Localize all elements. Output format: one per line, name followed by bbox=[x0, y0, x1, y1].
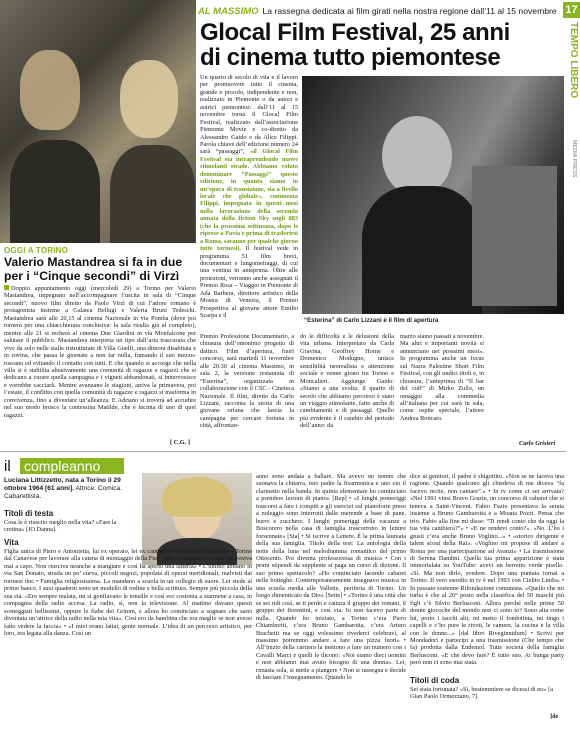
birthday-intro-rest: Attrice. Comica. Cabarettista. bbox=[4, 485, 123, 500]
headline-line-1: Glocal Film Festival, 25 anni bbox=[200, 19, 510, 46]
birthday-col-3: dice ai genitori, il padre è sbigottito. «Non se ne faceva una ragione. Quando qualcuno gli chiedeva di me diceva “fa facevo recite, non cantare”.» • In tv come ci sei arrivata? «Nel 1991 vinsi Bravo Grazie, un concorso di cabaret che si teneva a Saint-Vincent. Fabio Fazio presentava la serata insieme a Bruno Gambarotta e a Moana Pozzi. Pensa che trio. Fabio alla fine mi disse: “Ti rendi conto che da oggi la tua vita cambierà?”» • «E ne rendevi conto?». «No. L’ho i giusti c’era anche Bruno Voglino...» • «storico dirigente e talent scout della Rai». «Voglino mi propose di andare a Roma per una partecipazione ad Avanzi» • La trasmissione di Serena Dandini. Quella tua prima apparizione è stata immortalata su YouTube: avevi un berretto verde pisello. «Sì. Ma non dirlo, svedere. Dopo una puntata tornai a Torino. Il vero esordio in tv è nel 1993 con Cielito Lindo» • In passato sostenne Rifondazione comunista. «Quello che mi turba è che al 20° posto nella classifica del 50 maschi più figli c’è Silvio Berlusconi. Allora perché nelle prime 50 donne giocoche del mondo non ci sono io? Sono alta come lui, porto i tacchi alti, mi metto il fondotinta, mi tingo i capelli e c’ho pure le rivoti, le camere, la cucina e la villa con le donne...» [dal libro Riveginnidum] • Scrivi per Mondadori e partecipi a una trasmissione (Che tempo che fa) prodotta dalla Endemol. Tutte società della famiglia Berlusconi. «E che devo fare? È tutto suo. Ai bunga party però non ci sono mai stata. bbox=[410, 473, 564, 667]
top-strapline bbox=[198, 4, 560, 18]
mastandrea-photo bbox=[0, 0, 196, 243]
photo-caption: “Esterina” di Carlo Lizzani è il film di apertura bbox=[304, 317, 439, 324]
esterina-photo bbox=[302, 76, 564, 314]
side-credit bbox=[566, 140, 580, 190]
headline-line-2: di cinema tutto piemontese bbox=[200, 44, 501, 71]
side-credit-label: MEDIA PRESS bbox=[571, 140, 577, 178]
birthday-section-prefix: il bbox=[4, 458, 11, 475]
main-story-signature: Carlo Grisieri bbox=[519, 440, 556, 447]
strapline-kicker: AL MASSIMO bbox=[198, 6, 259, 17]
birthday-signature: ]de bbox=[550, 713, 559, 720]
section-tab bbox=[566, 22, 580, 132]
coda-body: Sei stata fortunata? «Sì, bestemmiere se dicessi di no» [a Gian Paolo Ormezzano, 7]. bbox=[410, 686, 554, 701]
main-story-col-c: do le difficoltà e le delusioni della vita urbana. Interpretato da Carla Gravina, Geoffrey Horne e Domenico Modugno, unisce sensibilità neorealista e attenzione sociale e venne girato tra Torino e Moncalieri. Aggiunge Gaido: «Siamo a una svolta: il quarto di secolo che abbiamo percorso è stato un viaggio stimolante, fatto anche di cambiamenti e di passaggi. Quello più evidente è il cambio del periodo dell’anno: da bbox=[300, 333, 394, 430]
birthday-intro bbox=[4, 477, 138, 501]
titoli-body: Cosa le è riuscito meglio nella vita? «Fare la cretina» [JO Danna]. bbox=[4, 519, 117, 534]
section-divider bbox=[0, 451, 566, 452]
main-story-col-a bbox=[200, 74, 298, 329]
main-headline bbox=[200, 20, 562, 70]
side-story-kicker: OGGI A TORINO bbox=[4, 246, 69, 255]
strapline-text: La rassegna dedicata ai film girati nella nostra regione dall’11 al 15 novembre bbox=[262, 6, 557, 16]
main-story-col-d: marzo siamo passati a novembre. Ma altri e importanti novità si annunciano nei prossimi mesi». In programma anche un focus sul Nazra Palestine Short Film Festival, con gli undici titoli e, in chiusura, l’anteprima di “Il bar del cuff” di Mirko Zullo, un omaggio alla commedia all’italiana per cui sarà in sala, come ospite speciale, l’attore Andrea Roncato. bbox=[400, 333, 484, 422]
col-a-tail: Il festival vede in programma 51 film brevi, documentari e lungometraggi, di cui una ventina in anteprima. Oltre alle proiezioni, verranno anche assegnati il Premio Rosa – Viaggio in Piemonte di Ada Barbera, direttore artistico della Mostra di Venezia, il Premio Prospettiva al giovane attore Emilio Scarpa e il bbox=[200, 245, 298, 319]
vita-heading: Vita bbox=[4, 538, 19, 547]
titoli-heading: Titoli di testa bbox=[4, 509, 54, 518]
side-story-signature: [ C.G. ] bbox=[170, 439, 190, 446]
main-story-col-e bbox=[488, 333, 564, 445]
col-a-highlight: «il Glocal Film Festival sta intraprendendo nuove stimolanti strade. Abbiamo voluto denominare “Passaggi” questo edizione, in quanto siamo in un’epoca di transizione, sia a livello locale che globale», commenta Filippi, impegnata in questi mesi nella lavorazione della seconda annata della fiction Sky sugli 883 (che la prossima settimana, dopo le riprese a Pavia e prima di trasferirsi a Roma, saranno per qualche giorno tutte torinesi). bbox=[200, 148, 298, 253]
birthday-intro-bold: Luciana Littizzetto, nata a Torino il 29 ottobre 1964 [61 anni]. bbox=[4, 477, 121, 492]
side-story-body bbox=[4, 285, 196, 437]
side-story-text: Doppio appuntamento oggi (mercoledì 29) a Torino per Valerio Mastandrea, impegnato nell’accompagnare l’uscita in sala di “Cinque secondi”, nuovo film diretto da Paolo Virzì di cui l’attore romano è protagonista insieme a Galatea Bellugi e Valeria Bruni Tedeschi. Mastandrea sarà alle 20,15 al cinema Nazionale in via Pomba (dove poi tornerà per una chiacchierata conclusiva: la sala risulta già al completo), mentre alle 21 si recherà al cinema Due Giardini in via Monfalcone per salutare il pubblico. Mastandrea interpreta un tipo dall’aria trascurata che vive da solo nelle stalle ristrutturate di Villa Guelfi, una dimora disabitata e in rovina, che passa le giornate a non far nulla, fumando il suo mezzo-toscano ed evitando il contatto con tutti. E che quando si accorge che nella villa si è stabilita abusivamente una comunità di ragazze e ragazzi che si dedicano a curare quella campagna e i vigneti abbandonati, si innervosisce e vorrebbe cacciarli. Mentre avanzano le stagioni, arriva la primavera, poi l’estate, il conflitto con quella comunità di ragazze e ragazzi si trasforma in convivenza, fino a diventare un’alleanza. E Adriano si troverà ad accudire nel suo modo brusco la contessina Matilde, che è incinta di uno di quei ragazzi. bbox=[4, 285, 196, 419]
section-tab-label: TEMPO LIBERO bbox=[568, 22, 579, 99]
birthday-col-2: anno sono andata a ballare. Ma avevo un nonno che suonava la chitarra, mio padre la fisarmonica e uno zio il clarinetto nella banda. In quinta elementare ho cominciato a prendere lezioni di piano» [Rep] • «I lunghi pomeriggi trascorsi a fare i compiti e gli esercizi sul pianoforte preso a noleggio sono interrotti dalle merende a base di pane, burro e zucchero. I lunghi pomeriggi delle vacanze a Boscorero nella casa di famiglia trascorrono in letture forsennate» [Sta] • Si iscrive a Lettere. È la prima laureata della sua famiglia. Titolo della tesi: La antologia della notte della luna nel melodramma romantico del primo Ottocento. Poi diventa professoressa di musica • Con i primi stipendi da supplente si paga un corso di dizione. Il suo primo spettacolo? «Ho cominciato facendo cabaret nelle botteghe. Contemporaneamente insegnavo musica in una scuola media alle Vallette, periferia di Torino. Un luogo dimenticato da Dio» [Sette] • «Torino è una città che se sei ridi così, se ti perdo e cattura il gruppo dei romani, il gruppo dei fiorentini, e così via. Io non facevo parte di nulla. Quando ho iniziato, a Torino c’era Piero Chiambretti, c’era Bruno Gambarotta, c’era Arturo Brachetti ma se oggi volessimo rivederci celebravi, al massimo potremmo andare a fare una pizza fuori» • All’inizio della carriera la mettono a fare un numero con i Cavalli Marci e quelli le dicono: «Noi siamo dieci uomini e non abbiamo mai avuto bisogno di una donna». Lei, rimasta sola, si mette a piangere • Non si rassegna e decide di lasciare l’insegnamento. Quando lo bbox=[256, 473, 406, 682]
col-a-text: Un quarto di secolo di vita e il lavoro per promuovere tutto il cinema, grande e piccolo, indipendente e non, realizzato in Piemonte o da autori e autrici piemontesi: dall’11 al 15 novembre torna il Glocal Film Festival, realizzato dall’associazione Piemonte Movie e co-diretto da Alessandro Gaido e da Alice Filippi. Parola chiave dell’edizione numero 24 sarà “passaggi”, bbox=[200, 74, 298, 156]
birthday-col-1: Figlia unica di Piero e Antonietta, lui ex operaio, lei ex cantoniera. Suo padre è arrivato a Torino dal Canavese per lavorare alla catena di montaggio della Fiat: «Ma era lentissimo e non ne veniva mai a capo. Non riusciva neanche a mangiare e così ha aperto una latteria» • L’ultimo abitano in via San Donato, strada un po’ curva, piccoli negozi, popolata di operai meridionali, malvisti dai torinesi doc • Famiglia religiosissima. La mandano a scuola in un collegio di suore. Lei siede al primo banco. I suoi quaderni sono un modello di ordine e bella scrittura. Sempre più piccola della sua età. «Ero sempre malata, mi si gonfiavano le tonsille e così ero costretta a starmene a casa, in compagnia della radio accesa. La radio, sì, non la televisione. Al mattino davano questi sceneggiati bellissimi, oppure le fiabe dei Grimm, e allora ho cominciato a sognare che sarei diventata un’attrice della radio nella mia vita». Cosi ero da bambina che era meglio se non avessi fatto vedere la faccia» • «I miei erano lattai, gente normale. L’idea di un percorso artistico, per loro, era legata alla danza. Così un bbox=[4, 548, 252, 637]
side-story-title: Valerio Mastandrea si fa in due per i “Cinque secondi” di Virzì bbox=[4, 255, 183, 283]
main-story-col-b: Premio Professione Documentario, a chiusura dell’omonimo progetto di dattico. Film d’apertura, fuori concorso, sarà martedì 11 novembre alle 20.30 al cinema Massimo, in sala 2, la versione restaurata di “Esterina”, organizzata in collaborazione con il CSC - Cineteca Nazionale. Il film, diretto da Carlo Lizzani, racconta la storia di una giovane orfana che lascia la campagna per cercare fortuna in città, affrontan- bbox=[200, 333, 294, 430]
page-number: 17 bbox=[563, 2, 580, 18]
birthday-section-label: compleanno bbox=[20, 458, 124, 474]
coda-heading: Titoli di coda bbox=[410, 676, 460, 685]
bullet-square-icon bbox=[4, 285, 9, 290]
